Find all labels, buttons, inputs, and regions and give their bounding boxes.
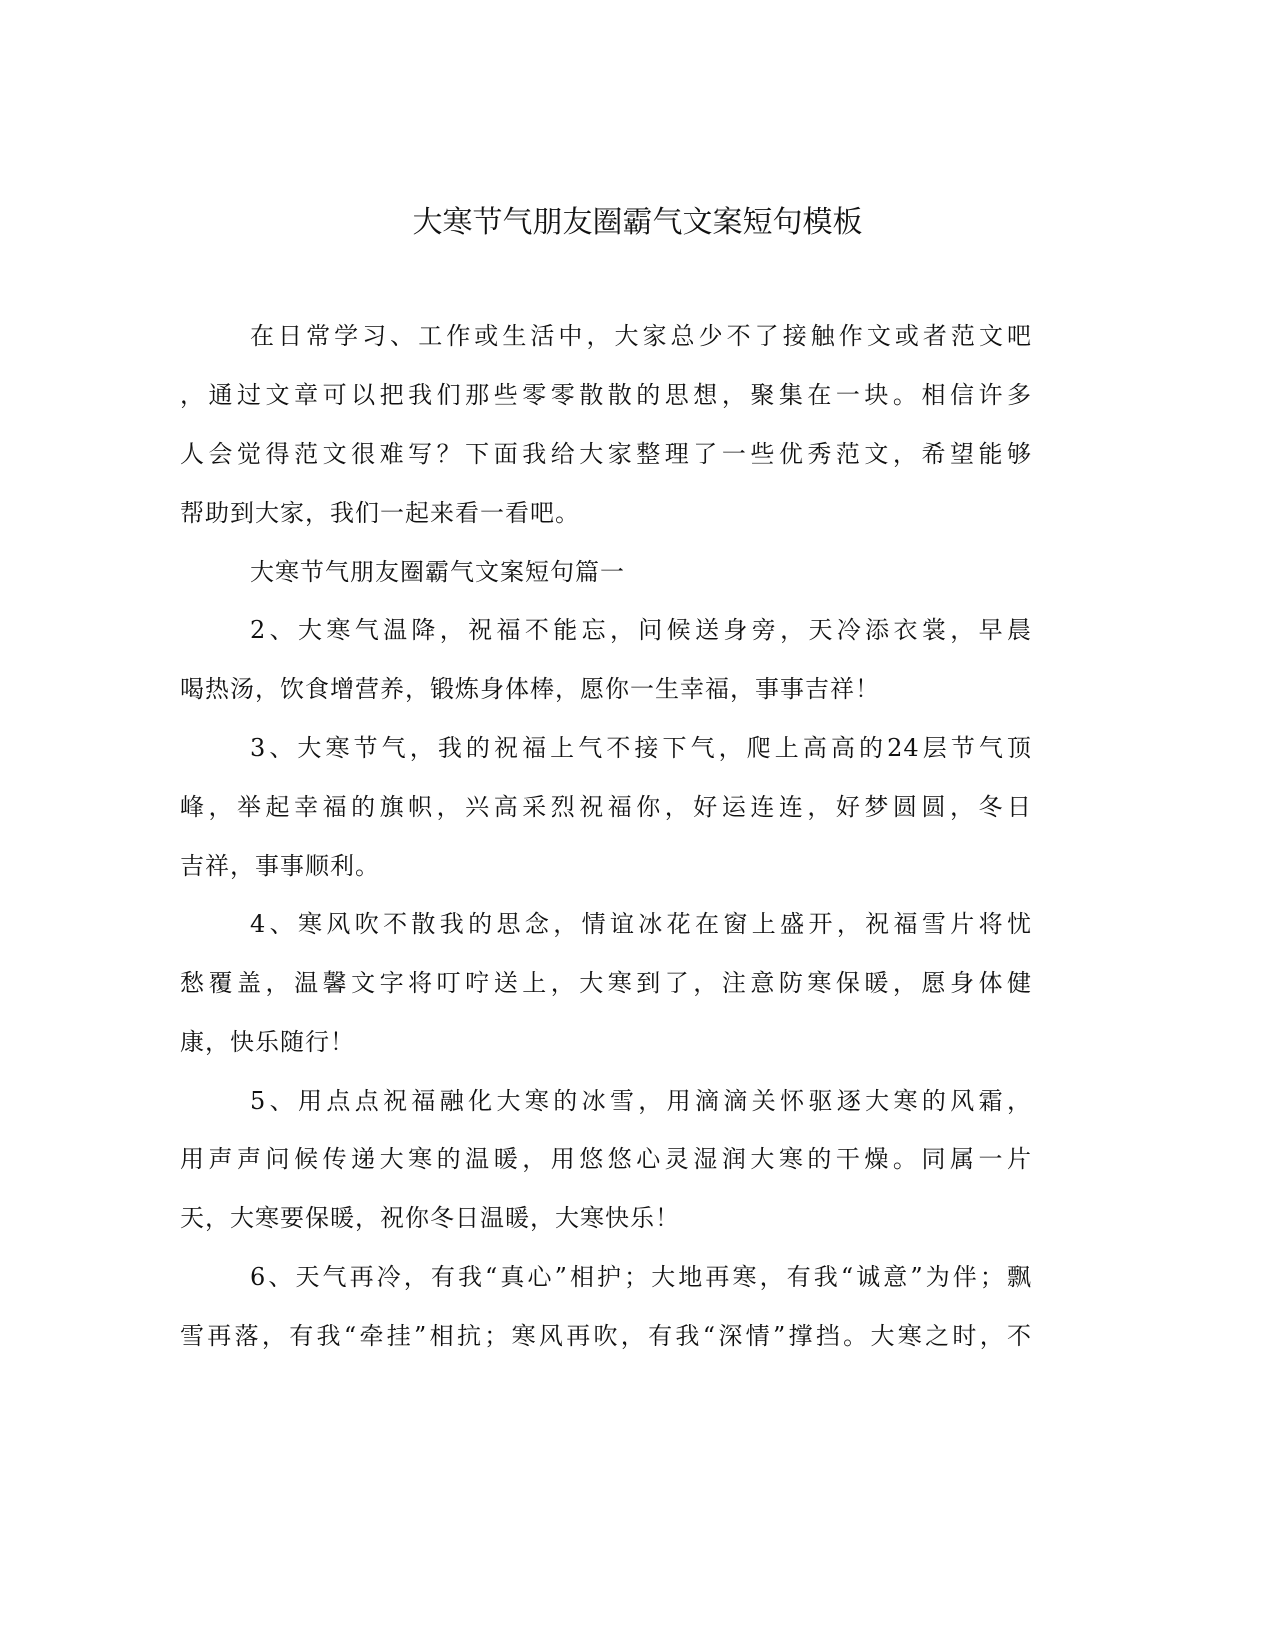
paragraph-line: 人会觉得范文很难写？下面我给大家整理了一些优秀范文，希望能够 xyxy=(180,440,1032,468)
paragraph-line: 在日常学习、工作或生活中，大家总少不了接触作文或者范文吧 xyxy=(250,322,1032,350)
paragraph-line: 天，大寒要保暖，祝你冬日温暖，大寒快乐！ xyxy=(180,1204,680,1232)
paragraph-line: 6、天气再冷，有我“真心”相护；大地再寒，有我“诚意”为伴；飘 xyxy=(250,1263,1032,1291)
paragraph-line: 3、大寒节气，我的祝福上气不接下气，爬上高高的24层节气顶 xyxy=(250,734,1032,762)
document-title: 大寒节气朋友圈霸气文案短句模板 xyxy=(412,205,863,240)
paragraph-line: ，通过文章可以把我们那些零零散散的思想，聚集在一块。相信许多 xyxy=(180,381,1032,409)
section-heading: 大寒节气朋友圈霸气文案短句篇一 xyxy=(250,558,625,586)
paragraph-line: 用声声问候传递大寒的温暖，用悠悠心灵湿润大寒的干燥。同属一片 xyxy=(180,1145,1032,1173)
paragraph-line: 吉祥，事事顺利。 xyxy=(180,852,380,880)
paragraph-line: 4、寒风吹不散我的思念，情谊冰花在窗上盛开，祝福雪片将忧 xyxy=(250,910,1032,938)
paragraph-line: 康，快乐随行！ xyxy=(180,1028,355,1056)
paragraph-line: 雪再落，有我“牵挂”相抗；寒风再吹，有我“深情”撑挡。大寒之时，不 xyxy=(180,1322,1032,1350)
paragraph-line: 帮助到大家，我们一起来看一看吧。 xyxy=(180,499,580,527)
paragraph-line: 峰，举起幸福的旗帜，兴高采烈祝福你，好运连连，好梦圆圆，冬日 xyxy=(180,793,1032,821)
paragraph-line: 2、大寒气温降，祝福不能忘，问候送身旁，天冷添衣裳，早晨 xyxy=(250,616,1032,644)
paragraph-line: 愁覆盖，温馨文字将叮咛送上，大寒到了，注意防寒保暖，愿身体健 xyxy=(180,969,1032,997)
paragraph-line: 5、用点点祝福融化大寒的冰雪，用滴滴关怀驱逐大寒的风霜， xyxy=(250,1087,1032,1115)
paragraph-line: 喝热汤，饮食增营养，锻炼身体棒，愿你一生幸福，事事吉祥！ xyxy=(180,675,880,703)
